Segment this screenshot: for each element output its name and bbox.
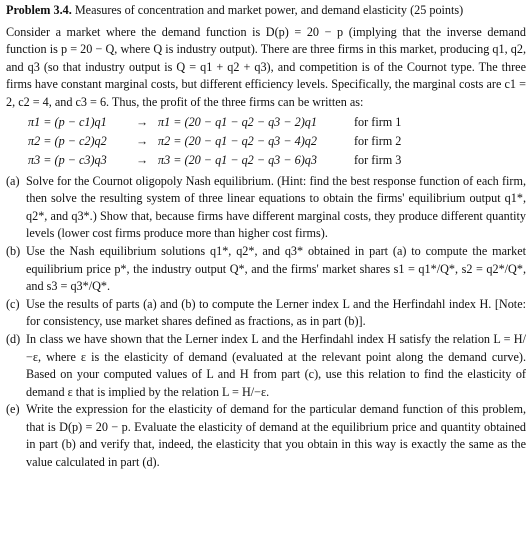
part-text: Use the results of parts (a) and (b) to compute the Lerner index L and the Herfindahl index H. [Note: for consistency, use market shares defined as fractions, as in part (b)]. — [26, 296, 526, 329]
part-b — [6, 243, 526, 296]
part-text: Write the expression for the elasticity of demand for the particular demand function of this problem, that is D(p) = 20 − p. Evaluate the elasticity of demand at the equilibrium price and quantity obtained in part (b) and verify that, indeed, the elasticity that you obtain in this way is exactly the same as the value calculated in part (d). — [26, 402, 526, 470]
equation-row-firm-3 — [6, 152, 526, 171]
arrow-icon: → — [136, 115, 149, 130]
problem-title: Measures of concentration and market power, and demand elasticity (25 points) — [74, 3, 464, 17]
profit-equations — [6, 114, 526, 171]
part-label: (e) — [6, 402, 20, 417]
part-label: (b) — [6, 243, 21, 258]
part-label: (a) — [6, 173, 20, 188]
problem-intro: Consider a market where the demand function is D(p) = 20 − p (implying that the inverse demand function is p = 20 − Q, where Q is industry output). There are three firms in this market, producing q1, q2, and q3 (so that industry output is Q = q1 + q2 + q3), and competition is of the Cournot type. The three firms have constant marginal costs, but different efficiency levels. Specifically, the marginal costs are c1 = 2, c2 = 4, and c3 = 6. Thus, the profit of the three firms can be written as: — [6, 24, 526, 109]
part-text: Use the Nash equilibrium solutions q1*, q2*, and q3* obtained in part (a) to compute the market equilibrium price p*, the industry output Q*, and the firms' market shares s1 = q1*/Q*, s2 = q2*/Q*, and s3 = q3*/Q*. — [26, 243, 526, 294]
part-text: In class we have shown that the Lerner index L and the Herfindahl index H satisfy the relation L = H/−ε, where ε is the elasticity of demand (evaluated at the relevant point along the demand curve). Based on your computed values of L and H from part (c), use this relation to find the elasticity of demand ε that is implied by the relation L = H/−ε. — [26, 331, 526, 399]
part-d — [6, 331, 526, 401]
part-label: (d) — [6, 331, 21, 346]
equation-row-firm-1 — [6, 114, 526, 133]
equation-left: π1 = (p − c1)q1 — [28, 115, 107, 130]
problem-parts — [6, 173, 526, 472]
part-label: (c) — [6, 296, 20, 311]
equation-left: π2 = (p − c2)q2 — [28, 134, 107, 149]
equation-firm-label: for firm 1 — [354, 115, 402, 130]
part-a — [6, 173, 526, 243]
arrow-icon: → — [136, 134, 149, 149]
equation-right: π2 = (20 − q1 − q2 − q3 − 4)q2 — [158, 134, 317, 149]
part-c — [6, 296, 526, 331]
equation-right: π1 = (20 − q1 − q2 − q3 − 2)q1 — [158, 115, 317, 130]
equation-left: π3 = (p − c3)q3 — [28, 153, 107, 168]
equation-right: π3 = (20 − q1 − q2 − q3 − 6)q3 — [158, 153, 317, 168]
equation-firm-label: for firm 3 — [354, 153, 402, 168]
equation-row-firm-2 — [6, 133, 526, 152]
part-e — [6, 401, 526, 471]
arrow-icon: → — [136, 153, 149, 168]
problem-heading — [6, 2, 526, 20]
part-text: Solve for the Cournot oligopoly Nash equilibrium. (Hint: find the best response function of each firm, then solve the resulting system of three linear equations to obtain the firms' equilibrium output q1*, q2*, and q3*.) Show that, because firms have different marginal costs, they produce different quantity levels (lower cost firms produce more than higher cost firms). — [26, 173, 526, 241]
problem-label: Problem 3.4. — [6, 3, 72, 17]
equation-firm-label: for firm 2 — [354, 134, 402, 149]
